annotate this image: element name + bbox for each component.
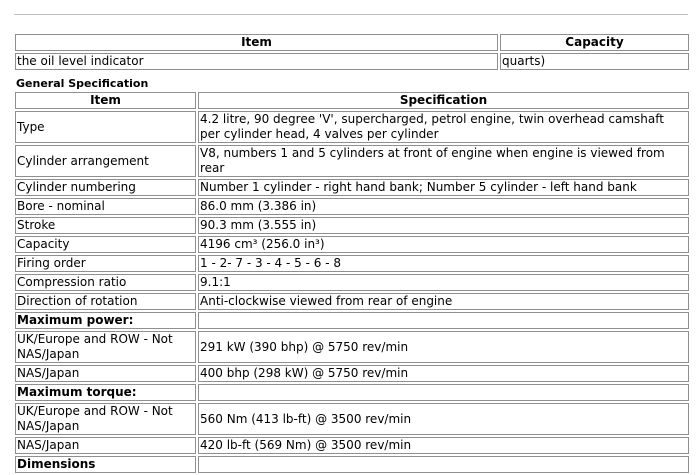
table-row — [15, 365, 689, 382]
spec-item-cell: Firing order — [15, 255, 196, 272]
table-row — [15, 53, 689, 70]
top-divider — [14, 14, 688, 15]
table-row — [15, 456, 689, 473]
section-heading-cell: Maximum torque: — [15, 384, 196, 401]
spec-value-cell — [198, 384, 689, 401]
spec-value-cell: Anti-clockwise viewed from rear of engine — [198, 293, 689, 310]
spec-value-cell: Number 1 cylinder - right hand bank; Number 5 cylinder - left hand bank — [198, 179, 689, 196]
spec-item-cell: Bore - nominal — [15, 198, 196, 215]
capacity-item-cell: the oil level indicator — [15, 53, 498, 70]
spec-value-cell: 400 bhp (298 kW) @ 5750 rev/min — [198, 365, 689, 382]
spec-value-cell: 420 lb-ft (569 Nm) @ 3500 rev/min — [198, 437, 689, 454]
capacity-table — [13, 32, 691, 72]
spec-value-cell: 4196 cm³ (256.0 in³) — [198, 236, 689, 253]
spec-value-cell: 4.2 litre, 90 degree 'V', supercharged, petrol engine, twin overhead camshaft per cylinder head, 4 valves per cylinder — [198, 111, 689, 143]
spec-item-cell: Stroke — [15, 217, 196, 234]
spec-value-cell: 90.3 mm (3.555 in) — [198, 217, 689, 234]
spec-item-cell: NAS/Japan — [15, 365, 196, 382]
spec-header-row — [15, 92, 689, 109]
spec-value-cell: 291 kW (390 bhp) @ 5750 rev/min — [198, 331, 689, 363]
general-spec-table — [13, 90, 691, 475]
spec-item-cell: Capacity — [15, 236, 196, 253]
table-row — [15, 437, 689, 454]
spec-item-cell: Direction of rotation — [15, 293, 196, 310]
table-row — [15, 198, 689, 215]
spec-item-cell: Type — [15, 111, 196, 143]
table-row — [15, 293, 689, 310]
capacity-value-cell: quarts) — [500, 53, 689, 70]
capacity-header-row — [15, 34, 689, 51]
spec-header-item: Item — [15, 92, 196, 109]
spec-value-cell — [198, 456, 689, 473]
table-row — [15, 145, 689, 177]
capacity-header-capacity: Capacity — [500, 34, 689, 51]
spec-item-cell: Cylinder arrangement — [15, 145, 196, 177]
table-row — [15, 179, 689, 196]
capacity-header-item: Item — [15, 34, 498, 51]
spec-item-cell: NAS/Japan — [15, 437, 196, 454]
section-title: General Specification — [16, 77, 149, 90]
spec-value-cell — [198, 312, 689, 329]
spec-header-specification: Specification — [198, 92, 689, 109]
spec-item-cell: UK/Europe and ROW - Not NAS/Japan — [15, 403, 196, 435]
table-row — [15, 255, 689, 272]
spec-value-cell: V8, numbers 1 and 5 cylinders at front of engine when engine is viewed from rear — [198, 145, 689, 177]
section-heading-cell: Maximum power: — [15, 312, 196, 329]
table-row — [15, 274, 689, 291]
spec-value-cell: 86.0 mm (3.386 in) — [198, 198, 689, 215]
table-row — [15, 384, 689, 401]
spec-value-cell: 1 - 2- 7 - 3 - 4 - 5 - 6 - 8 — [198, 255, 689, 272]
table-row — [15, 236, 689, 253]
spec-item-cell: Cylinder numbering — [15, 179, 196, 196]
spec-value-cell: 9.1:1 — [198, 274, 689, 291]
table-row — [15, 331, 689, 363]
table-row — [15, 403, 689, 435]
table-row — [15, 217, 689, 234]
section-heading-cell: Dimensions — [15, 456, 196, 473]
spec-table-body — [15, 111, 689, 473]
table-row — [15, 312, 689, 329]
spec-item-cell: UK/Europe and ROW - Not NAS/Japan — [15, 331, 196, 363]
table-row — [15, 111, 689, 143]
spec-item-cell: Compression ratio — [15, 274, 196, 291]
spec-value-cell: 560 Nm (413 lb-ft) @ 3500 rev/min — [198, 403, 689, 435]
